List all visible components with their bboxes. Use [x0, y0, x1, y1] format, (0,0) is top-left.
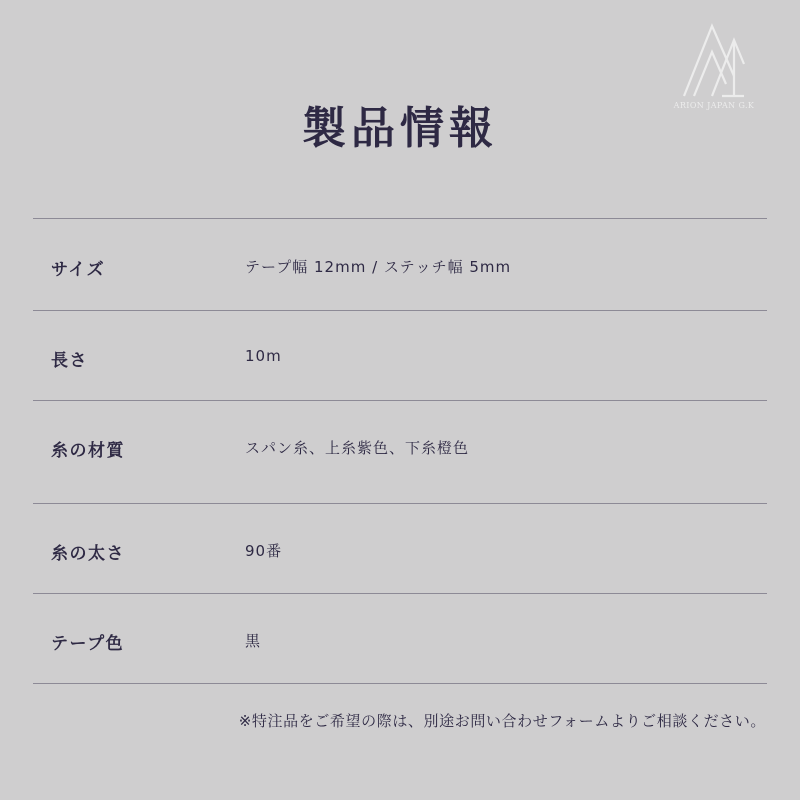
spec-row-thread-material: [33, 401, 767, 504]
spec-label: 糸の太さ: [51, 544, 125, 564]
spec-value: テープ幅 12mm / ステッチ幅 5mm: [245, 258, 512, 276]
spec-table: [33, 218, 767, 684]
brand-logo-text: ARION JAPAN G.K: [673, 101, 755, 110]
spec-label: 長さ: [51, 351, 88, 371]
spec-value: 90番: [245, 542, 283, 560]
spec-row-size: [33, 219, 767, 311]
spec-label: 糸の材質: [51, 441, 125, 461]
spec-row-length: [33, 311, 767, 401]
spec-value: スパン糸、上糸紫色、下糸橙色: [245, 439, 470, 457]
spec-value: 黒: [245, 632, 262, 650]
spec-row-thread-weight: [33, 504, 767, 594]
spec-label: テープ色: [51, 634, 125, 654]
spec-value: 10m: [245, 347, 282, 365]
spec-row-tape-color: [33, 594, 767, 684]
page-title: 製品情報: [302, 103, 498, 154]
spec-label: サイズ: [51, 260, 106, 280]
custom-order-note: ※特注品をご希望の際は、別途お問い合わせフォームよりご相談ください。: [238, 712, 766, 730]
arion-logo-icon: [682, 20, 746, 98]
